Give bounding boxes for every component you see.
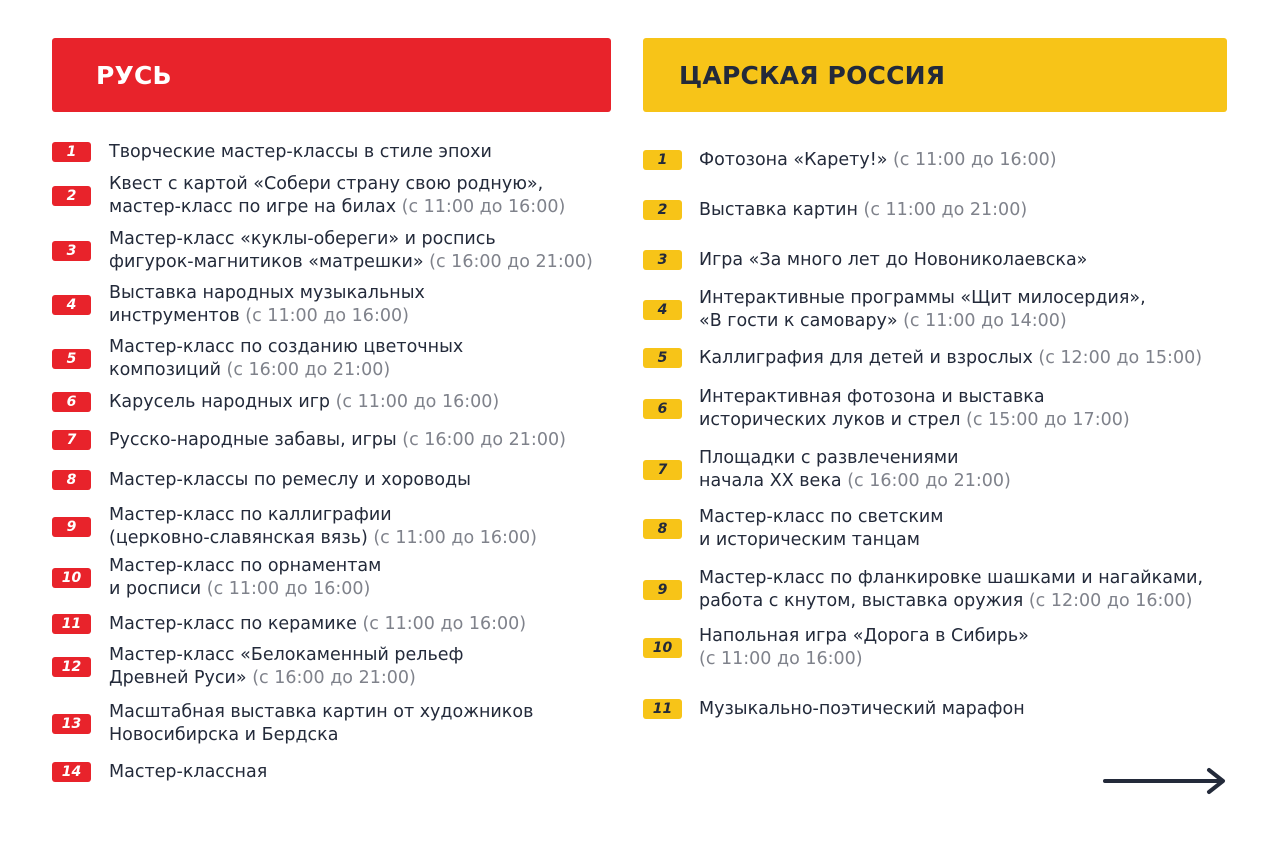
item-number-badge: 8 [643,519,682,539]
item-text: Напольная игра «Дорога в Сибирь» [699,626,1029,646]
item-text: Квест с картой «Собери страну свою родную», [109,174,544,194]
item-time: (с 11:00 до 16:00) [362,613,527,634]
item-text: Мастер-класс «Белокаменный рельеф [109,645,464,665]
item-text: (церковно-славянская вязь) [109,528,374,548]
item-line [109,173,565,196]
item-line [109,228,593,251]
item-text: Мастер-класс «куклы-обереги» и роспись [109,229,496,249]
arrow-right-icon[interactable] [1103,766,1227,796]
item-number-badge: 10 [52,568,91,588]
item-time: (с 12:00 до 15:00) [1038,347,1203,368]
item-time: (с 16:00 до 21:00) [226,360,391,380]
item-text: Мастер-класс по орнаментам [109,556,382,576]
item-line [699,698,1025,721]
item-time: (с 15:00 до 17:00) [966,410,1130,430]
item-description [699,199,1027,222]
item-line [699,310,1146,333]
item-text: исторических луков и стрел [699,410,967,430]
item-text: Мастер-классы по ремеслу и хороводы [109,469,471,490]
item-line [109,196,565,219]
section-tsarist-russia [643,38,1227,719]
item-number-badge: 9 [643,580,682,600]
item-text: Мастер-класс по созданию цветочных [109,337,464,357]
item-number-badge: 7 [52,430,91,450]
item-text: фигурок-магнитиков «матрешки» [109,252,430,272]
item-text: Русско-народные забавы, игры [109,429,403,450]
item-text: Мастер-класс по светским [699,507,944,527]
item-description [699,698,1025,721]
item-line [699,149,1057,172]
item-number-badge: 5 [52,349,91,369]
item-time: (с 16:00 до 21:00) [429,252,593,272]
item-text: Площадки с развлечениями [699,448,959,468]
item-text: и историческим танцам [699,530,920,550]
item-text: Творческие мастер-классы в стиле эпохи [109,141,492,162]
item-text: Древней Руси» [109,668,253,688]
item-description [699,506,944,552]
item-text: Каллиграфия для детей и взрослых [699,347,1039,368]
item-description [699,347,1202,370]
item-number-badge: 4 [643,300,682,320]
item-description [109,701,533,747]
item-line [109,613,526,636]
item-number-badge: 5 [643,348,682,368]
item-line [109,701,533,724]
item-description [109,761,267,784]
item-line [109,469,471,492]
item-number-badge: 9 [52,517,91,537]
item-text: Музыкально-поэтический марафон [699,698,1025,719]
item-line [699,590,1203,613]
item-number-badge: 14 [52,762,91,782]
item-text: начала XX века [699,471,848,491]
item-line [699,625,1029,648]
item-time: (с 11:00 до 16:00) [206,579,371,599]
item-time: (с 12:00 до 16:00) [1028,591,1193,611]
section-title: РУСЬ [96,60,172,90]
item-text: Новосибирска и Бердска [109,725,339,745]
item-text: Выставка народных музыкальных [109,283,425,303]
item-number-badge: 3 [643,250,682,270]
item-number-badge: 1 [643,150,682,170]
item-line [109,644,464,667]
item-description [109,141,492,164]
item-line [699,506,944,529]
item-line [699,447,1011,470]
item-text: Мастер-класс по фланкировке шашками и нагайками, [699,568,1204,588]
item-number-badge: 8 [52,470,91,490]
item-description [109,391,499,414]
item-text: мастер-класс по игре на билах [109,197,402,217]
item-number-badge: 11 [643,699,682,719]
item-number-badge: 6 [643,399,682,419]
item-text: Масштабная выставка картин от художников [109,702,534,722]
item-line [699,249,1087,272]
item-description [109,469,471,492]
item-description [699,567,1203,613]
item-line [109,578,381,601]
item-text: работа с кнутом, выставка оружия [699,591,1029,611]
item-number-badge: 11 [52,614,91,634]
item-description [109,504,537,550]
item-line [699,347,1202,370]
item-time: (с 16:00 до 21:00) [402,429,566,450]
item-description [699,625,1029,671]
item-text: Фотозона «Карету!» [699,149,893,170]
item-line [109,251,593,274]
item-description [109,613,526,636]
item-line [109,527,537,550]
item-line [109,429,566,452]
item-line [109,504,537,527]
item-number-badge: 3 [52,241,91,261]
item-line [109,391,499,414]
item-line [699,529,944,552]
item-line [109,761,267,784]
item-number-badge: 13 [52,714,91,734]
item-line [699,648,1029,671]
item-number-badge: 7 [643,460,682,480]
item-text: Мастер-классная [109,761,268,782]
section-rus [52,38,611,782]
item-description [699,386,1130,432]
item-description [109,555,381,601]
item-line [699,386,1130,409]
item-number-badge: 12 [52,657,91,677]
item-line [109,141,492,164]
item-description [109,173,565,219]
item-number-badge: 2 [643,200,682,220]
item-description [109,644,464,690]
item-number-badge: 10 [643,638,682,658]
item-line [109,724,533,747]
item-line [699,470,1011,493]
item-line [699,409,1130,432]
item-time: (с 16:00 до 21:00) [847,471,1011,491]
item-number-badge: 1 [52,142,91,162]
item-description [109,429,566,452]
item-time: (с 11:00 до 16:00) [401,197,566,217]
item-number-badge: 2 [52,186,91,206]
item-line [109,555,381,578]
item-text: инструментов [109,306,246,326]
item-line [699,199,1027,222]
item-time: (с 11:00 до 16:00) [245,306,409,326]
item-line [109,305,425,328]
item-text: Мастер-класс по каллиграфии [109,505,392,525]
item-description [109,282,425,328]
item-text: Карусель народных игр [109,391,336,412]
item-time: (с 11:00 до 16:00) [892,149,1057,170]
section-header-tsarist-russia [643,38,1227,112]
item-number-badge: 6 [52,392,91,412]
section-title: ЦАРСКАЯ РОССИЯ [679,60,946,90]
item-text: Интерактивные программы «Щит милосердия», [699,288,1146,308]
item-description [699,447,1011,493]
item-line [109,667,464,690]
item-description [109,336,463,382]
item-text: Интерактивная фотозона и выставка [699,387,1045,407]
item-description [699,149,1057,172]
item-line [109,282,425,305]
item-time: (с 11:00 до 16:00) [699,649,863,669]
item-line [109,359,463,382]
item-number-badge: 4 [52,295,91,315]
item-description [109,228,593,274]
item-time: (с 11:00 до 16:00) [335,391,500,412]
item-text: Выставка картин [699,199,864,220]
item-text: и росписи [109,579,207,599]
item-time: (с 11:00 до 21:00) [863,199,1028,220]
item-text: «В гости к самовару» [699,311,904,331]
item-line [109,336,463,359]
item-line [699,567,1203,590]
section-header-rus [52,38,611,112]
item-line [699,287,1146,310]
item-text: Мастер-класс по керамике [109,613,363,634]
item-time: (с 11:00 до 16:00) [373,528,537,548]
item-text: композиций [109,360,227,380]
item-description [699,249,1087,272]
item-time: (с 16:00 до 21:00) [252,668,416,688]
item-description [699,287,1146,333]
item-text: Игра «За много лет до Новониколаевска» [699,249,1088,270]
item-time: (с 11:00 до 14:00) [903,311,1067,331]
